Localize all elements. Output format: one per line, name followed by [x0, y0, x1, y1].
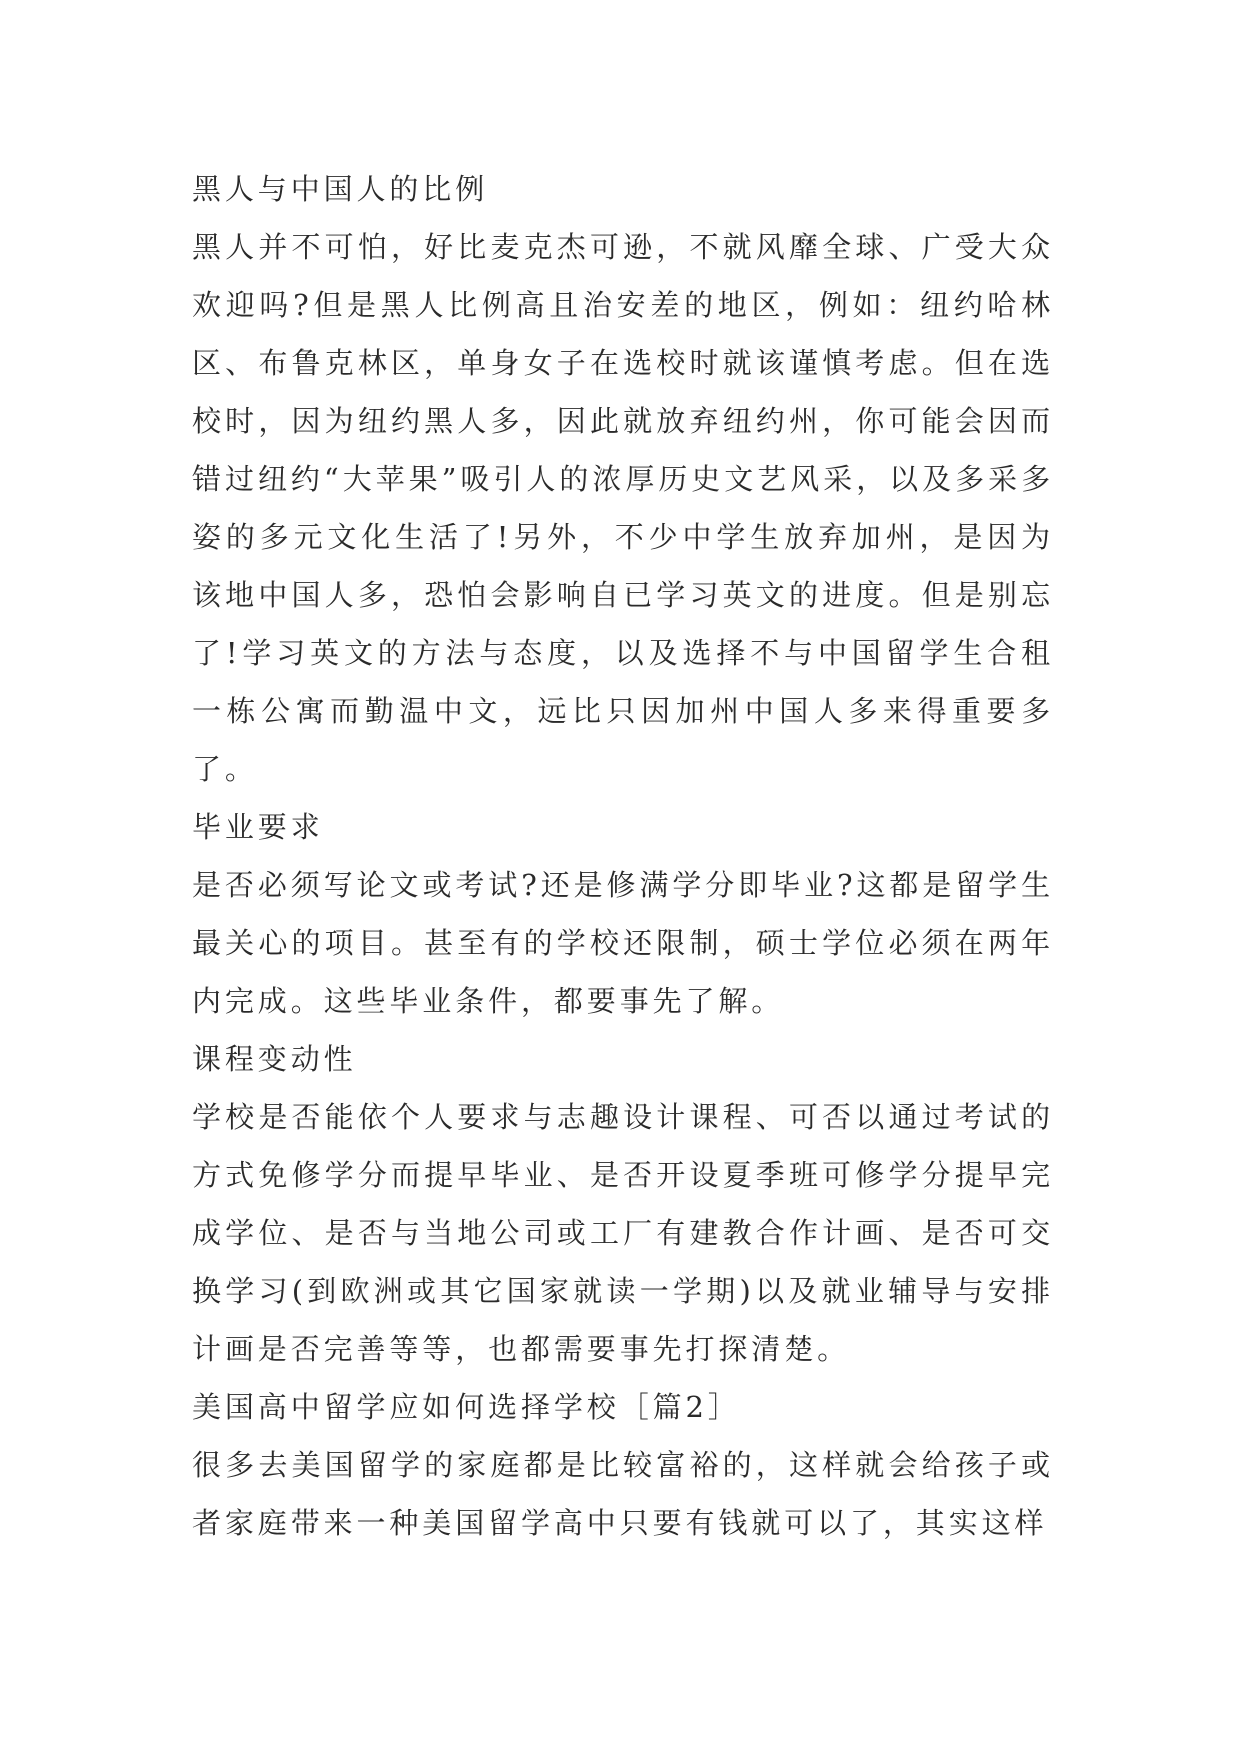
section-heading: 美国高中留学应如何选择学校［篇2］: [192, 1390, 741, 1424]
section-paragraph: 很多去美国留学的家庭都是比较富裕的，这样就会给孩子或者家庭带来一种美国留学高中只要有钱就可以了，其实这样: [192, 1448, 1054, 1540]
section-paragraph: 黑人并不可怕，好比麦克杰可逊，不就风靡全球、广受大众欢迎吗?但是黑人比例高且治安差的地区，例如：纽约哈林区、布鲁克林区，单身女子在选校时就该谨慎考虑。但在选校时，因为纽约黑人多，因此就放弃纽约州，你可能会因而错过纽约“大苹果”吸引人的浓厚历史文艺风采，以及多采多姿的多元文化生活了!另外，不少中学生放弃加州，是因为该地中国人多，恐怕会影响自已学习英文的进度。但是别忘了!学习英文的方法与态度，以及选择不与中国留学生合租一栋公寓而勤温中文，远比只因加州中国人多来得重要多了。: [192, 230, 1054, 786]
section-paragraph: 是否必须写论文或考试?还是修满学分即毕业?这都是留学生最关心的项目。甚至有的学校还限制，硕士学位必须在两年内完成。这些毕业条件，都要事先了解。: [192, 868, 1054, 1018]
section-paragraph: 学校是否能依个人要求与志趣设计课程、可否以通过考试的方式免修学分而提早毕业、是否开设夏季班可修学分提早完成学位、是否与当地公司或工厂有建教合作计画、是否可交换学习(到欧洲或其它国家就读一学期)以及就业辅导与安排计画是否完善等等，也都需要事先打探清楚。: [192, 1100, 1054, 1366]
section-heading: 黑人与中国人的比例: [192, 172, 489, 206]
section-heading: 课程变动性: [192, 1042, 357, 1076]
document-text: [192, 160, 1054, 1552]
section-heading: 毕业要求: [192, 810, 324, 844]
